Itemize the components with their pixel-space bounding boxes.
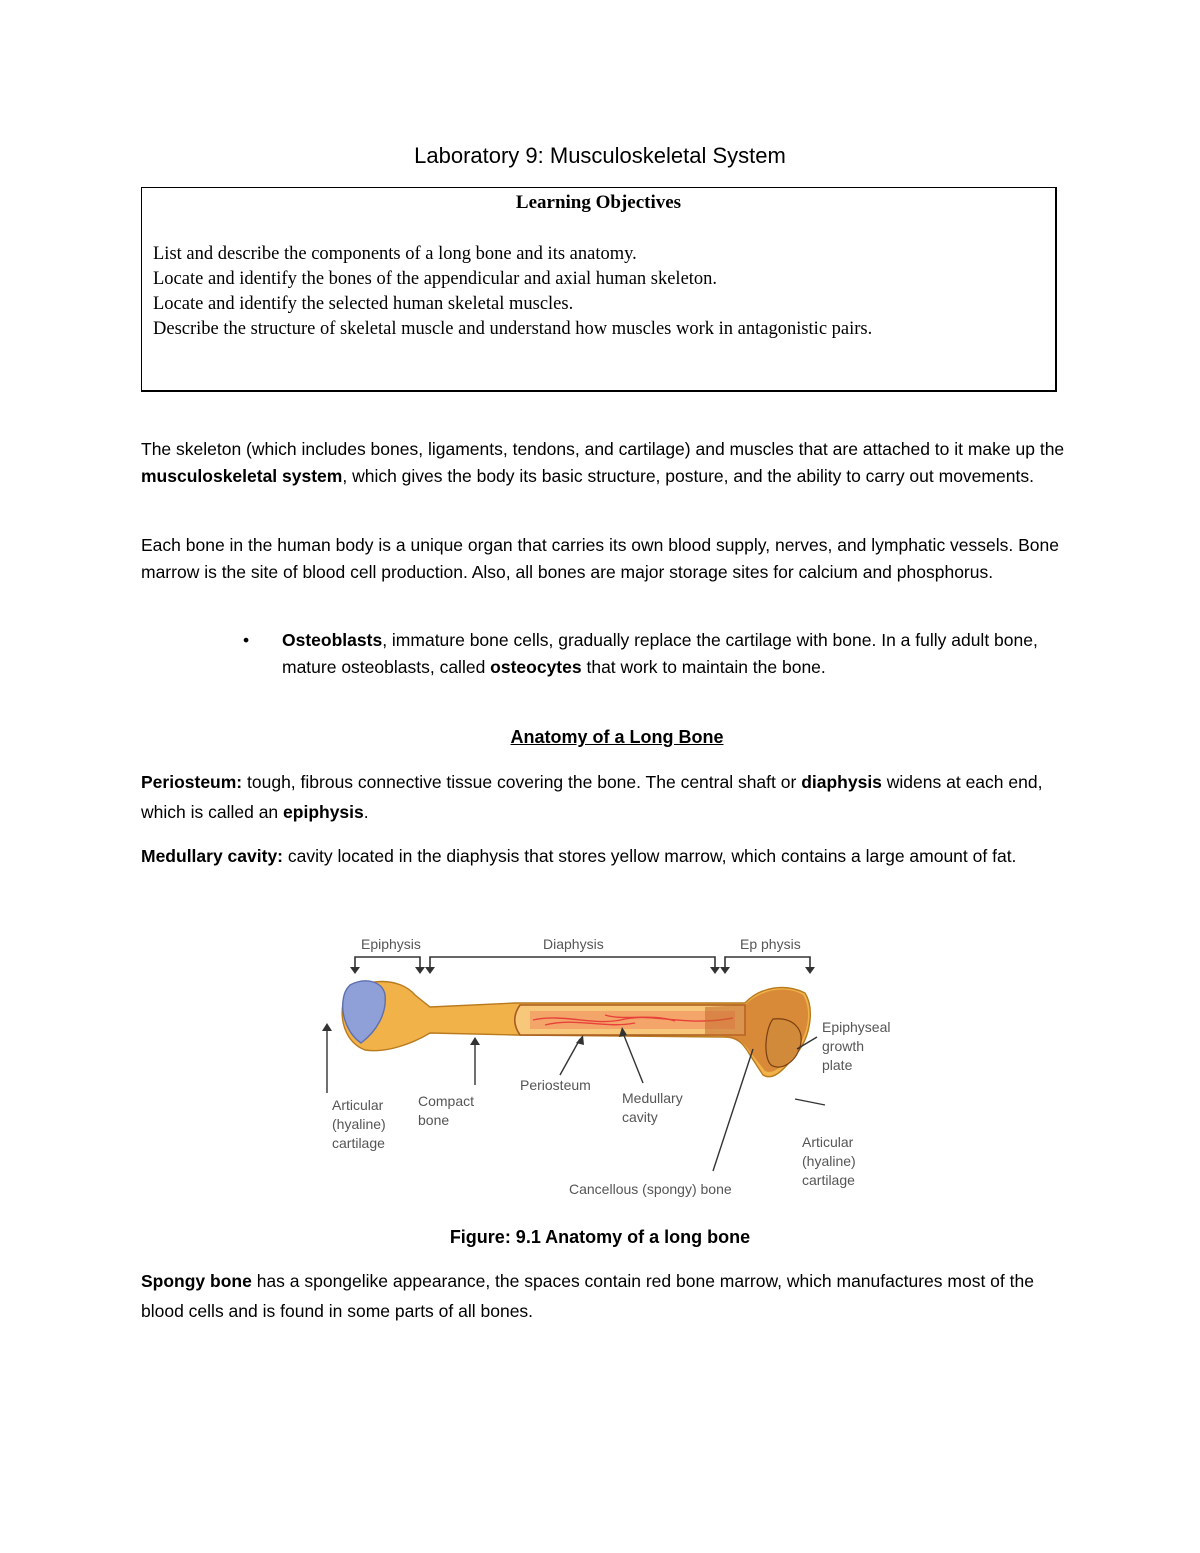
label-epiphysis-left: Epiphysis: [361, 936, 421, 952]
label-articular-right-1: Articular: [802, 1134, 854, 1150]
label-medullary-1: Medullary: [622, 1090, 683, 1106]
bracket-arrowheads: [350, 967, 815, 974]
label-articular-left-2: (hyaline): [332, 1116, 386, 1132]
page-title: Laboratory 9: Musculoskeletal System: [414, 143, 786, 168]
label-diaphysis: Diaphysis: [543, 936, 604, 952]
figure-caption: Figure: 9.1 Anatomy of a long bone: [449, 1227, 751, 1247]
definition-text: tough, fibrous connective tissue covering the bone. The central shaft or: [242, 772, 802, 792]
term-musculoskeletal-system: musculoskeletal system: [141, 466, 343, 486]
intro-paragraph-1: [141, 436, 1071, 490]
label-compact-2: bone: [418, 1112, 450, 1128]
label-articular-left-1: Articular: [332, 1097, 384, 1113]
definition-text: cavity located in the diaphysis that stores yellow marrow, which contains a large amount of fat.: [283, 846, 1017, 866]
label-growth-plate-2: growth: [822, 1038, 865, 1054]
label-growth-plate-1: Epiphyseal: [822, 1019, 891, 1035]
objectives-list: [153, 242, 872, 342]
definition-text: .: [363, 802, 369, 822]
spongy-bone-paragraph: [141, 1266, 1071, 1326]
section-heading-long-bone: Anatomy of a Long Bone: [510, 727, 724, 747]
label-periosteum: Periosteum: [520, 1077, 591, 1093]
definition-text: widens at each end, which is called an: [141, 772, 1043, 822]
bullet-text-part: , immature bone cells, gradually replace the cartilage with bone. In a fully adult bone, mature osteoblasts, called: [282, 630, 1038, 677]
bone-illustration: [342, 981, 810, 1077]
long-bone-diagram: [305, 925, 915, 1200]
objective-item: Locate and identify the selected human skeletal muscles.: [153, 294, 574, 314]
term-diaphysis: diaphysis: [801, 772, 882, 792]
label-compact-1: Compact: [418, 1093, 475, 1109]
objectives-heading: Learning Objectives: [515, 192, 682, 213]
intro-text: , which gives the body its basic structure, posture, and the ability to carry out movements.: [342, 466, 1034, 486]
learning-objectives-box: [141, 187, 1057, 392]
label-growth-plate-3: plate: [822, 1057, 853, 1073]
bullet-symbol: •: [243, 630, 250, 650]
definition-text: has a spongelike appearance, the spaces contain red bone marrow, which manufactures most of the blood cells and is found in some parts of all bones.: [141, 1271, 1034, 1321]
objective-item: List and describe the components of a long bone and its anatomy.: [153, 244, 637, 264]
objective-item: Describe the structure of skeletal muscle and understand how muscles work in antagonistic pairs.: [153, 319, 873, 339]
label-articular-right-3: cartilage: [802, 1172, 855, 1188]
long-bone-figure: [305, 925, 915, 1200]
term-medullary-cavity: Medullary cavity:: [141, 846, 283, 866]
epiphyseal-growth-plate: [766, 1019, 801, 1067]
label-articular-right-2: (hyaline): [802, 1153, 856, 1169]
term-osteocytes: osteocytes: [490, 657, 582, 677]
term-epiphysis: epiphysis: [283, 802, 364, 822]
medullary-definition: [141, 841, 1071, 871]
intro-paragraph-2: Each bone in the human body is a unique organ that carries its own blood supply, nerves, and lymphatic vessels. Bone marrow is the site of blood cell production. Also, all bones are major storage sites for calcium and phosphorus.: [141, 535, 1059, 582]
periosteum-definition: [141, 767, 1071, 827]
bullet-text-part: that work to maintain the bone.: [581, 657, 826, 677]
label-articular-left-3: cartilage: [332, 1135, 385, 1151]
label-epiphysis-right: Ep physis: [740, 936, 801, 952]
medullary-marrow: [530, 1011, 735, 1029]
intro-text: The skeleton (which includes bones, ligaments, tendons, and cartilage) and muscles that are attached to it make up the: [141, 439, 1065, 459]
label-medullary-2: cavity: [622, 1109, 658, 1125]
label-cancellous: Cancellous (spongy) bone: [569, 1181, 732, 1197]
objective-item: Locate and identify the bones of the appendicular and axial human skeleton.: [153, 269, 718, 289]
bullet-text: [282, 627, 1072, 681]
term-spongy-bone: Spongy bone: [141, 1271, 252, 1291]
term-periosteum: Periosteum:: [141, 772, 243, 792]
bracket-lines: [355, 957, 810, 967]
term-osteoblasts: Osteoblasts: [282, 630, 383, 650]
